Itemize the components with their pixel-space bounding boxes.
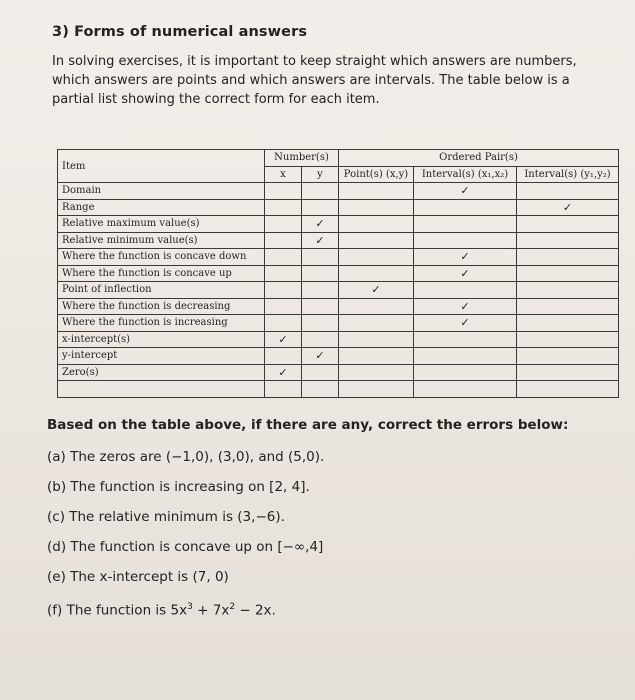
cell-y: ✓ [302,348,339,365]
question-f-term-b: 7x [212,602,230,619]
header-ordered-pairs: Ordered Pair(s) [339,150,619,167]
cell-y [302,364,339,381]
cell-x [265,183,302,200]
cell-y [302,315,339,332]
table-row [58,232,619,249]
questions-heading: Based on the table above, if there are any, correct the errors below: [47,417,569,433]
row-label: Where the function is concave down [58,249,265,266]
row-label: y-intercept [58,348,265,365]
header-interval-x: Interval(s) (x₁,x₂) [414,166,517,183]
cell-interval-y [517,315,619,332]
cell-y [302,199,339,216]
cell-interval-y [517,232,619,249]
cell-interval-y [517,348,619,365]
cell-y [302,183,339,200]
header-y: y [302,166,339,183]
row-label: Domain [58,183,265,200]
cell-interval-y: ✓ [517,199,619,216]
cell-x: ✓ [265,331,302,348]
table-row [58,265,619,282]
cell-interval-y [517,331,619,348]
cell-y: ✓ [302,232,339,249]
cell-point [339,331,414,348]
row-label: Relative minimum value(s) [58,232,265,249]
cell-interval-x: ✓ [414,265,517,282]
cell-interval-x [414,199,517,216]
row-label: Where the function is concave up [58,265,265,282]
cell-point [339,232,414,249]
cell-interval-y [517,249,619,266]
question-f-prefix: (f) The function is [47,602,171,619]
cell-interval-x: ✓ [414,315,517,332]
question-f-rest: − 2x. [235,602,276,619]
cell-x [265,298,302,315]
section-heading: 3) Forms of numerical answers [52,24,308,40]
cell-interval-y [517,216,619,233]
row-label: Where the function is increasing [58,315,265,332]
question-f-exponent-a: 3 [187,602,193,612]
cell-x [265,348,302,365]
cell-y [302,298,339,315]
question-f-term-a: 5x [170,602,188,619]
question-c: (c) The relative minimum is (3,−6). [47,509,285,525]
row-label: Zero(s) [58,364,265,381]
cell-interval-y [517,265,619,282]
table-body [58,183,619,398]
cell-y: ✓ [302,216,339,233]
cell-y [302,265,339,282]
row-label: Relative maximum value(s) [58,216,265,233]
cell-x [265,249,302,266]
cell-point: ✓ [339,282,414,299]
cell-y [302,282,339,299]
cell-interval-x [414,232,517,249]
cell-interval-x [414,348,517,365]
row-label: Where the function is decreasing [58,298,265,315]
cell-interval-x: ✓ [414,298,517,315]
question-d: (d) The function is concave up on [−∞,4] [47,539,324,555]
table-row [58,183,619,200]
table-row [58,381,619,398]
table-row [58,298,619,315]
question-e: (e) The x-intercept is (7, 0) [47,569,229,585]
row-label: Point of inflection [58,282,265,299]
cell-x [265,216,302,233]
cell-point [339,381,414,398]
table-row [58,249,619,266]
question-b: (b) The function is increasing on [2, 4]. [47,479,310,495]
cell-interval-y [517,298,619,315]
cell-interval-x [414,331,517,348]
cell-point [339,183,414,200]
table-row [58,199,619,216]
header-x: x [265,166,302,183]
cell-point [339,216,414,233]
table-row [58,364,619,381]
cell-x [265,265,302,282]
cell-interval-x: ✓ [414,249,517,266]
question-f-exponent-b: 2 [229,602,236,612]
cell-interval-x: ✓ [414,183,517,200]
cell-interval-x [414,282,517,299]
question-a: (a) The zeros are (−1,0), (3,0), and (5,0). [47,449,325,465]
intro-paragraph: In solving exercises, it is important to keep straight which answers are numbers, which answers are points and which answers are intervals. The table below is a partial list showing the correct form for each item. [52,54,577,107]
cell-y [302,381,339,398]
cell-interval-y [517,381,619,398]
row-label [58,381,265,398]
cell-point [339,364,414,381]
table-row [58,315,619,332]
cell-y [302,249,339,266]
table-row [58,282,619,299]
question-f-plus: + [192,602,213,619]
row-label: x-intercept(s) [58,331,265,348]
table-row [58,216,619,233]
cell-point [339,315,414,332]
cell-point [339,249,414,266]
table-row [58,331,619,348]
cell-interval-y [517,183,619,200]
cell-x [265,199,302,216]
forms-table [57,149,619,398]
header-interval-y: Interval(s) (y₁,y₂) [517,166,619,183]
cell-point [339,199,414,216]
cell-interval-x [414,216,517,233]
table-row [58,348,619,365]
cell-x [265,232,302,249]
cell-point [339,298,414,315]
cell-point [339,348,414,365]
cell-point [339,265,414,282]
cell-interval-x [414,381,517,398]
question-f [47,597,568,627]
cell-x [265,315,302,332]
cell-interval-x [414,364,517,381]
cell-interval-y [517,364,619,381]
row-label: Range [58,199,265,216]
cell-y [302,331,339,348]
cell-x [265,282,302,299]
header-item: Item [58,150,265,183]
cell-x [265,381,302,398]
cell-x: ✓ [265,364,302,381]
cell-interval-y [517,282,619,299]
questions-section [47,417,568,627]
header-numbers: Number(s) [265,150,339,167]
header-point: Point(s) (x,y) [339,166,414,183]
